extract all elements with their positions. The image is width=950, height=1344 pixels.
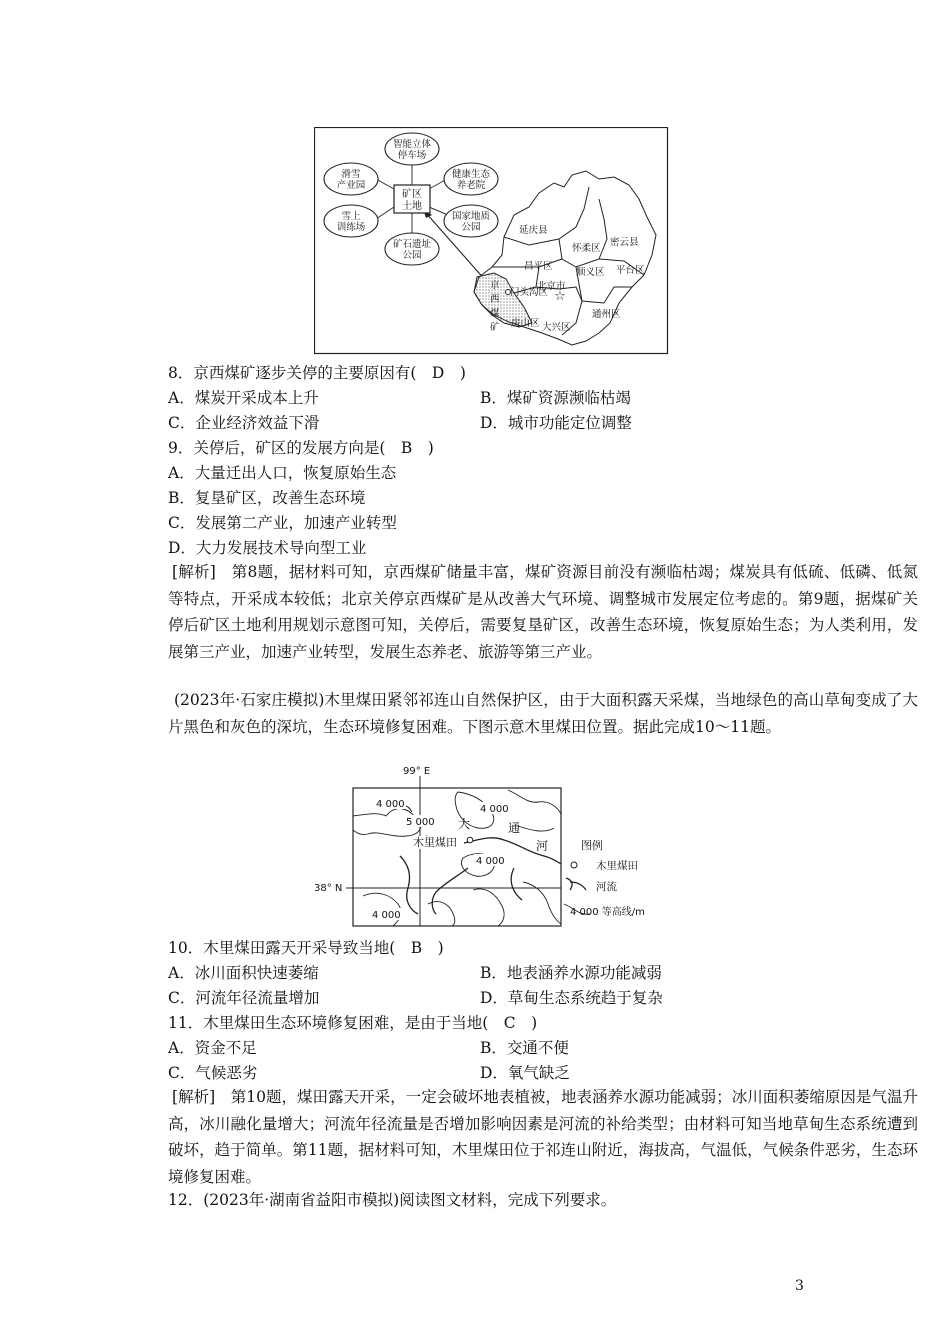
q8-option-d: D．城市功能定位调整 <box>480 414 632 432</box>
page-number: 3 <box>795 1278 804 1294</box>
mine-label-3: 煤 <box>490 308 500 319</box>
legend-river-icon <box>566 878 586 890</box>
mine-label-1: 京 <box>490 280 500 291</box>
q9-option-a: A．大量迁出人口，恢复原始生态 <box>168 464 397 482</box>
node-parking-line2: 停车场 <box>397 150 427 161</box>
q9-stem: 9．关停后，矿区的发展方向是( B ) <box>168 439 434 457</box>
q8-option-a: A．煤炭开采成本上升 <box>168 389 319 407</box>
analysis-10-11: [解析] 第10题，煤田露天开采，一定会破坏地表植被，地表涵养水源功能减弱；冰川面积萎缩原因是气温升高，冰川融化量增大；河流年径流量是否增加影响因素是河流的补给类型；由材料可知当地草甸生态系统遭到破坏，趋于简单。第11题，据材料可知，木里煤田位于祁连山附近，海拔高，气温低，气候条件恶劣，生态环境修复困难。 <box>168 1088 918 1186</box>
node-ore-site-line1: 矿石遗址 <box>392 239 432 250</box>
longitude-label: 99° E <box>403 766 431 777</box>
q9-option-d: D．大力发展技术导向型工业 <box>168 539 367 557</box>
q8-stem: 8．京西煤矿逐步关停的主要原因有( D ) <box>168 364 466 382</box>
figure1-center-line2: 土地 <box>402 201 422 212</box>
node-ore-site-line2: 公园 <box>402 250 422 261</box>
node-geopark-line2: 公园 <box>461 222 481 233</box>
q10-option-a: A．冰川面积快速萎缩 <box>168 964 319 982</box>
river-label-3: 河 <box>536 839 549 853</box>
q9-option-c: C．发展第二产业，加速产业转型 <box>168 514 397 532</box>
district-beijing-city: 北京市 <box>537 281 566 292</box>
intro-10-11: (2023年·石家庄模拟)木里煤田紧邻祁连山自然保护区，由于大面积露天采煤，当地绿色的高山草甸变成了大片黑色和灰色的深坑，生态环境修复困难。下图示意木里煤田位置。据此完成10～11题。 <box>168 691 918 736</box>
contour-label-1: 4 000 <box>376 799 405 810</box>
district-shunyi: 顺义区 <box>576 267 605 278</box>
district-changping: 昌平区 <box>524 261 553 272</box>
node-snow-training-line2: 训练场 <box>336 222 366 233</box>
contour-label-2: 4 000 <box>480 804 509 815</box>
mine-label-2: 西 <box>490 294 500 305</box>
district-mentougou: 门头沟区 <box>510 287 549 298</box>
district-yanqing: 延庆县 <box>519 225 548 236</box>
node-ski-park-line1: 滑雪 <box>341 169 361 180</box>
q10-stem: 10．木里煤田露天开采导致当地( B ) <box>168 939 444 957</box>
q10-option-d: D．草甸生态系统趋于复杂 <box>480 989 663 1007</box>
node-parking-line1: 智能立体 <box>392 139 432 150</box>
river-label-1: 大 <box>458 817 471 831</box>
q8-option-c: C．企业经济效益下滑 <box>168 414 320 432</box>
q12-stem: 12．(2023年·湖南省益阳市模拟)阅读图文材料，完成下列要求。 <box>168 1191 617 1209</box>
q10-option-c: C．河流年径流量增加 <box>168 989 320 1007</box>
contour-label-3: 5 000 <box>406 817 435 828</box>
district-tongzhou: 通州区 <box>592 309 621 320</box>
q11-option-d: D．氧气缺乏 <box>480 1064 570 1082</box>
contour-label-4: 4 000 <box>476 856 505 867</box>
river-label-2: 通 <box>508 821 521 835</box>
q11-stem: 11．木里煤田生态环境修复困难，是由于当地( C ) <box>168 1014 538 1032</box>
legend-title: 图例 <box>581 839 603 852</box>
contour-label-5: 4 000 <box>372 910 401 921</box>
node-snow-training-line1: 雪上 <box>341 211 361 222</box>
node-geopark-line1: 国家地质 <box>451 211 491 222</box>
district-miyun: 密云县 <box>610 237 639 248</box>
legend-contour: 4 000 等高线/m <box>570 907 645 918</box>
q8-option-b: B．煤矿资源濒临枯竭 <box>480 389 631 407</box>
district-fangshan: 房山区 <box>511 318 540 329</box>
q10-option-b: B．地表涵养水源功能减弱 <box>480 964 662 982</box>
mine-land-use-figure <box>314 127 669 355</box>
q11-option-c: C．气候恶劣 <box>168 1064 258 1082</box>
legend-river: 河流 <box>596 881 617 893</box>
node-eldercare-line2: 养老院 <box>456 180 486 191</box>
mentougou-marker-icon <box>506 290 511 295</box>
district-pinggu: 平台区 <box>616 265 645 276</box>
mine-label-4: 矿 <box>490 322 500 333</box>
node-ski-park-line2: 产业园 <box>336 180 366 191</box>
node-eldercare-line1: 健康生态 <box>451 169 491 180</box>
district-huairou: 怀柔区 <box>572 243 601 254</box>
capital-star-icon: ☆ <box>554 289 566 304</box>
legend-coalfield-icon <box>571 862 577 868</box>
analysis-8-9: [解析] 第8题，据材料可知，京西煤矿储量丰富，煤矿资源目前没有濒临枯竭；煤炭具有低硫、低磷、低氮等特点，开采成本较低；北京关停京西煤矿是从改善大气环境、调整城市发展定位考虑的。第9题，据煤矿关停后矿区土地利用规划示意图可知，关停后，需要复垦矿区，改善生态环境，恢复原始生态；为人类利用，发展第三产业，加速产业转型，发展生态养老、旅游等第三产业。 <box>168 563 918 661</box>
figure1-center-line1: 矿区 <box>402 189 422 200</box>
latitude-label: 38° N <box>314 883 343 894</box>
q9-option-b: B．复垦矿区，改善生态环境 <box>168 489 366 507</box>
muli-coalfield-map <box>308 764 658 928</box>
legend-coalfield: 木里煤田 <box>596 860 638 872</box>
muli-coalfield-label: 木里煤田 <box>413 836 457 849</box>
district-daxing: 大兴区 <box>542 322 571 333</box>
q11-option-b: B．交通不便 <box>480 1039 569 1057</box>
q11-option-a: A．资金不足 <box>168 1039 257 1057</box>
